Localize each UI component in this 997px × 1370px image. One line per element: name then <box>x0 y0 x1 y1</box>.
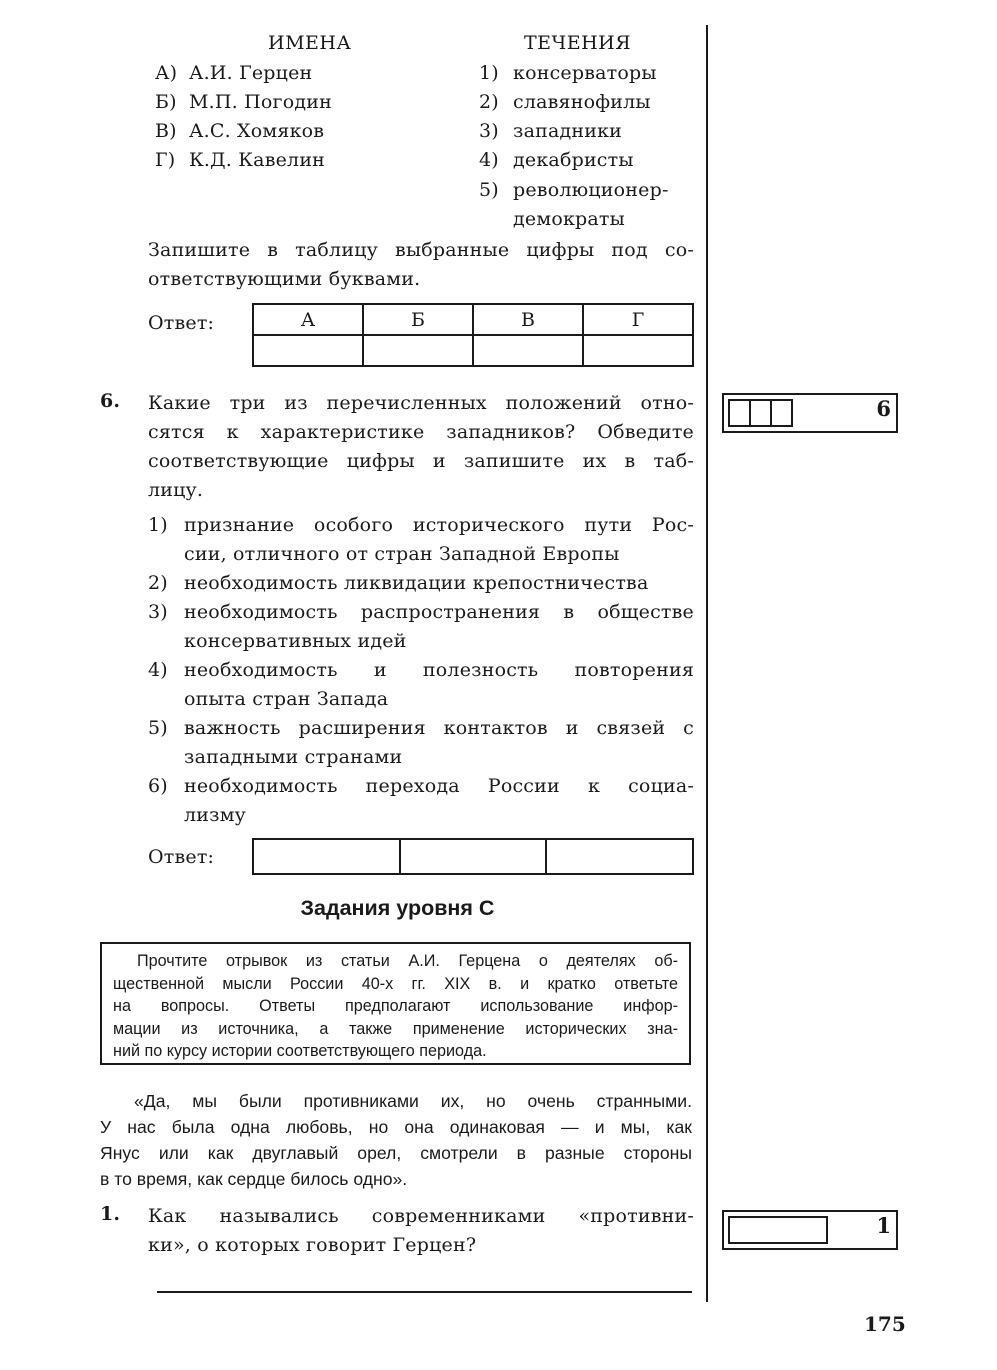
currents-column-header: ТЕЧЕНИЯ <box>524 32 632 54</box>
name-item <box>155 59 312 88</box>
answer-cell-g[interactable] <box>583 335 693 366</box>
option-text: признание особого исторического пути Рос- <box>184 514 694 536</box>
current-item <box>479 176 669 234</box>
option-number: 2) <box>148 572 168 594</box>
option-text: необходимость и полезность повторения <box>184 659 694 681</box>
score-cell-2[interactable] <box>749 399 772 427</box>
option-item <box>148 772 694 830</box>
question-line: ки», о которых говорит Герцен? <box>148 1234 477 1256</box>
instruction-line: мации из источника, а также применение исторических зна- <box>113 1019 678 1038</box>
question1-text <box>148 1202 694 1260</box>
quote-line: У нас была одна любовь, но она одинаковая — и мы, как <box>100 1117 692 1137</box>
name-item <box>155 88 332 117</box>
current-number: 2) <box>479 91 499 113</box>
question-line: лицу. <box>148 479 204 501</box>
herzen-quote <box>100 1088 692 1192</box>
quote-text: «Да, мы были противниками их, но очень странными. <box>134 1091 692 1111</box>
option-text: важность расширения контактов и связей с <box>184 717 694 739</box>
option-item <box>148 656 694 714</box>
option-text: необходимость ликвидации крепостничества <box>184 572 649 594</box>
task6-answer-label: Ответ: <box>148 846 215 868</box>
names-column-header: ИМЕНА <box>268 32 352 54</box>
question1-box-number: 1 <box>876 1213 891 1238</box>
option-text: необходимость перехода России к социа- <box>184 775 694 797</box>
page-number: 175 <box>864 1312 906 1336</box>
current-label: декабристы <box>513 149 634 171</box>
answer-cell-b[interactable] <box>363 335 473 366</box>
question1-answer-line[interactable] <box>157 1291 692 1293</box>
option-item <box>148 598 694 656</box>
instruction-line: ний по курсу истории соответствующего периода. <box>113 1042 487 1060</box>
current-number: 5) <box>479 179 499 201</box>
score-cell-wide[interactable] <box>728 1216 828 1244</box>
option-item <box>148 569 694 598</box>
name-label: М.П. Погодин <box>189 91 332 113</box>
current-label-continued: демократы <box>513 208 625 230</box>
task6-answer-table <box>252 838 694 875</box>
instruction-text: Прочтите отрывок из статьи А.И. Герцена о деятелях об- <box>137 952 678 970</box>
answer-cell-v[interactable] <box>473 335 583 366</box>
question1-number: 1. <box>100 1203 121 1225</box>
task5-answer-label: Ответ: <box>148 312 215 334</box>
option-item <box>148 714 694 772</box>
instruction-line: на вопросы. Ответы предполагают использование инфор- <box>113 997 678 1015</box>
section-c-instruction-box <box>100 942 691 1065</box>
name-label: А.С. Хомяков <box>189 120 325 142</box>
current-number: 1) <box>479 62 499 84</box>
option-item <box>148 511 694 569</box>
name-letter: Б) <box>155 91 177 113</box>
current-item <box>479 59 657 88</box>
question-line: сятся к характеристике западников? Обведите <box>148 421 694 443</box>
current-item <box>479 117 622 146</box>
margin-divider <box>706 25 708 1302</box>
answer-cell-1[interactable] <box>253 839 400 874</box>
option-text: лизму <box>184 804 247 826</box>
score-cell-1[interactable] <box>728 399 751 427</box>
question1-score-box <box>722 1210 898 1250</box>
answer-header-g: Г <box>583 304 693 335</box>
instruction-line: Запишите в таблицу выбранные цифры под со- <box>148 239 694 261</box>
answer-cell-a[interactable] <box>253 335 363 366</box>
answer-header-v: В <box>473 304 583 335</box>
question-line: соответствующие цифры и запишите их в таб- <box>148 450 694 472</box>
task5-instruction <box>148 236 694 294</box>
current-label: революционер- <box>513 179 669 201</box>
option-number: 1) <box>148 514 168 536</box>
task5-answer-table <box>252 303 694 367</box>
name-item <box>155 117 324 146</box>
quote-line: в то время, как сердце билось одно». <box>100 1169 408 1189</box>
name-letter: В) <box>155 120 177 142</box>
option-number: 3) <box>148 601 168 623</box>
section-c-title: Задания уровня С <box>300 896 495 920</box>
instruction-line: щественной мысли России 40-х гг. XIX в. и кратко ответьте <box>113 974 678 993</box>
current-number: 3) <box>479 120 499 142</box>
current-number: 4) <box>479 149 499 171</box>
current-label: консерваторы <box>513 62 657 84</box>
name-item <box>155 146 325 175</box>
instruction-line: ответствующими буквами. <box>148 268 421 290</box>
quote-line <box>100 1088 692 1114</box>
task6-box-number: 6 <box>876 396 891 421</box>
name-letter: Г) <box>155 149 176 171</box>
option-number: 4) <box>148 659 168 681</box>
task6-score-box <box>722 393 898 433</box>
current-item <box>479 88 651 117</box>
name-label: К.Д. Кавелин <box>189 149 326 171</box>
answer-cell-2[interactable] <box>400 839 547 874</box>
question-line: Как назывались современниками «противни- <box>148 1205 694 1227</box>
answer-cell-3[interactable] <box>546 839 693 874</box>
option-number: 6) <box>148 775 168 797</box>
question-line: Какие три из перечисленных положений отно- <box>148 392 694 414</box>
current-label: западники <box>513 120 623 142</box>
answer-header-a: А <box>253 304 363 335</box>
current-item <box>479 146 634 175</box>
name-letter: А) <box>155 62 178 84</box>
task6-number: 6. <box>100 390 121 412</box>
option-text: необходимость распространения в обществе <box>184 601 694 623</box>
task6-question <box>148 389 694 505</box>
score-cell-3[interactable] <box>770 399 793 427</box>
option-text: консервативных идей <box>184 630 407 652</box>
name-label: А.И. Герцен <box>189 62 313 84</box>
option-text: западными странами <box>184 746 403 768</box>
current-label: славянофилы <box>513 91 651 113</box>
quote-line: Янус или как двуглавый орел, смотрели в разные стороны <box>100 1143 692 1163</box>
option-number: 5) <box>148 717 168 739</box>
answer-header-b: Б <box>363 304 473 335</box>
instruction-line <box>113 950 678 973</box>
option-text: опыта стран Запада <box>184 688 389 710</box>
option-text: сии, отличного от стран Западной Европы <box>184 543 620 565</box>
